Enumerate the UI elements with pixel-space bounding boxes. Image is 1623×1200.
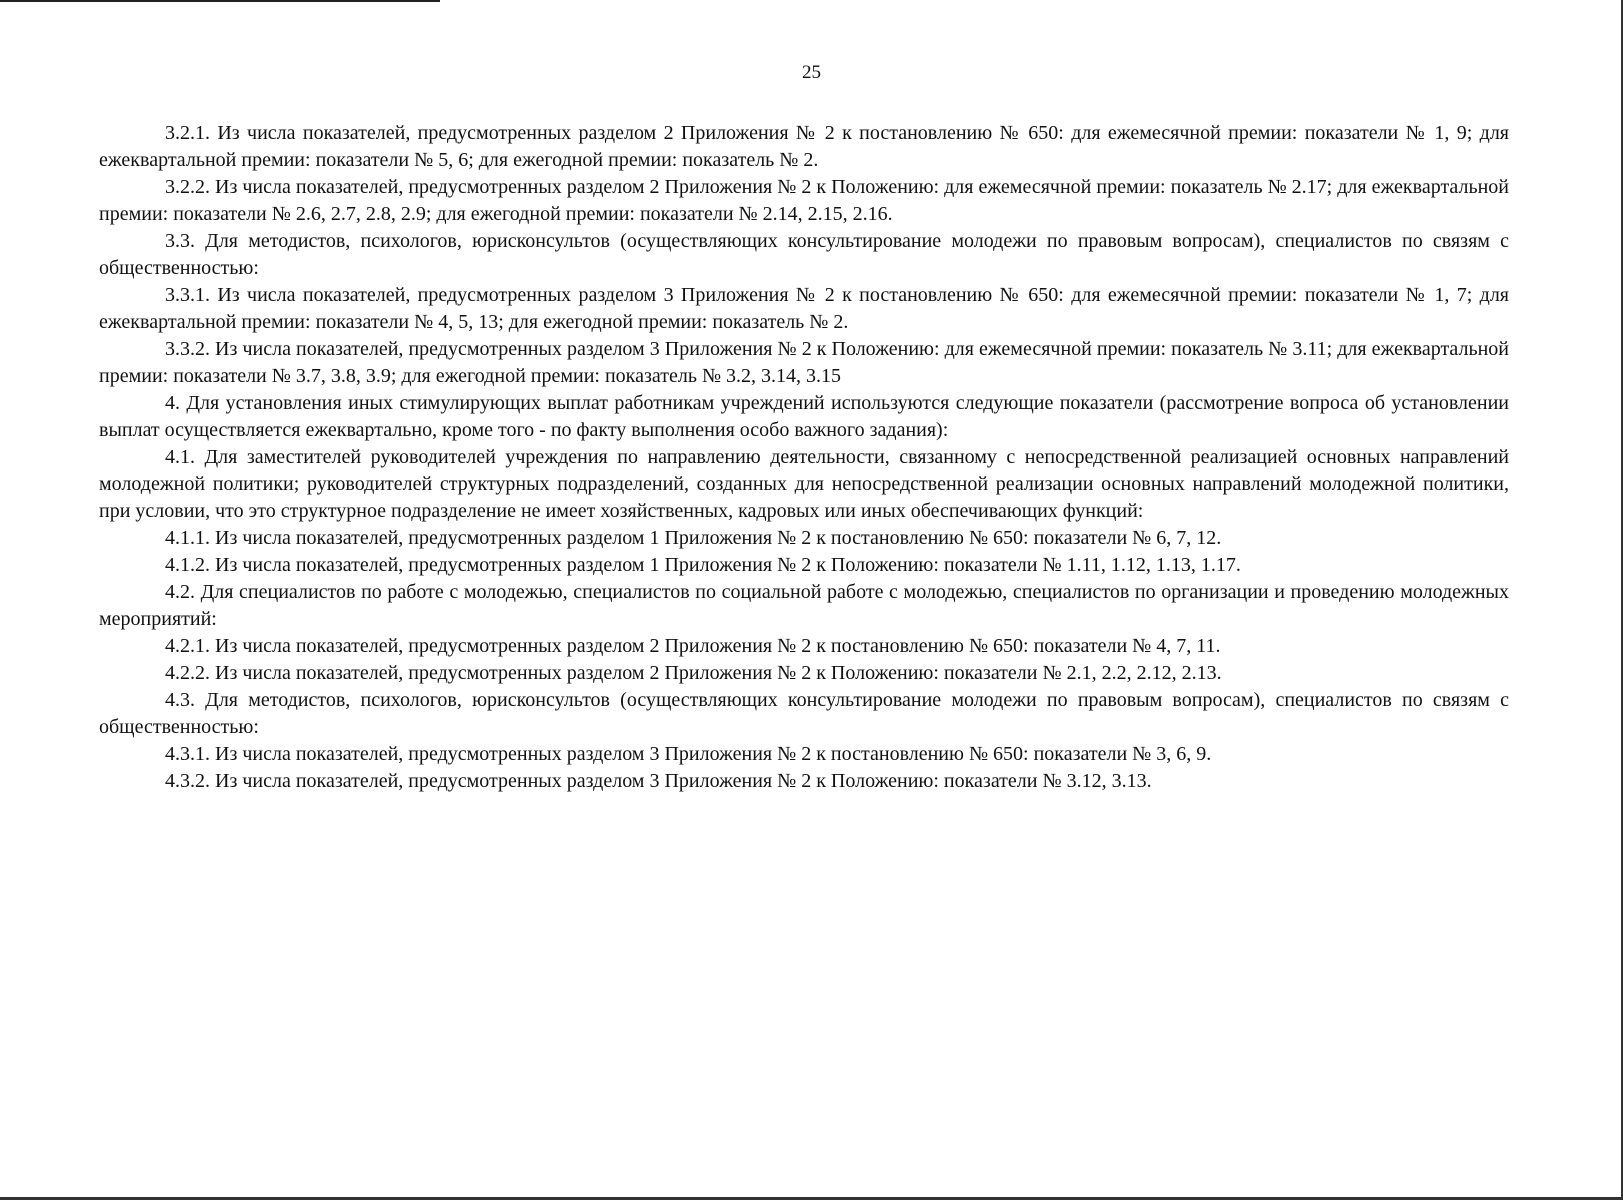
paragraph-3-3: 3.3. Для методистов, психологов, юрисконсультов (осуществляющих консультирование молодежи по правовым вопросам), специалистов по связям с общественностью: <box>99 230 1509 279</box>
document-body <box>99 120 1509 795</box>
paragraph-3-2-1: 3.2.1. Из числа показателей, предусмотренных разделом 2 Приложения № 2 к постановлению № 650: для ежемесячной премии: показатели № 1, 9; для ежеквартальной премии: показатели № 5, 6; для ежегодной премии: показатель № 2. <box>99 122 1509 171</box>
paragraph-4-1: 4.1. Для заместителей руководителей учреждения по направлению деятельности, связанному с непосредственной реализацией основных направлений молодежной политики; руководителей структурных подразделений, созданных для непосредственной реализации основных направлений молодежной политики, при условии, что это структурное подразделение не имеет хозяйственных, кадровых или иных обеспечивающих функций: <box>99 446 1509 522</box>
paragraph-4-2: 4.2. Для специалистов по работе с молодежью, специалистов по социальной работе с молодежью, специалистов по организации и проведению молодежных мероприятий: <box>99 581 1509 630</box>
paragraph-4-2-2: 4.2.2. Из числа показателей, предусмотренных разделом 2 Приложения № 2 к Положению: показатели № 2.1, 2.2, 2.12, 2.13. <box>165 662 1222 684</box>
paragraph-4-2-1: 4.2.1. Из числа показателей, предусмотренных разделом 2 Приложения № 2 к постановлению № 650: показатели № 4, 7, 11. <box>165 635 1221 657</box>
paragraph-4-3-1: 4.3.1. Из числа показателей, предусмотренных разделом 3 Приложения № 2 к постановлению № 650: показатели № 3, 6, 9. <box>165 743 1212 765</box>
page-number: 25 <box>802 62 821 83</box>
paragraph-4-3-2: 4.3.2. Из числа показателей, предусмотренных разделом 3 Приложения № 2 к Положению: показатели № 3.12, 3.13. <box>165 770 1152 792</box>
paragraph-4-1-2: 4.1.2. Из числа показателей, предусмотренных разделом 1 Приложения № 2 к Положению: показатели № 1.11, 1.12, 1.13, 1.17. <box>165 554 1241 576</box>
paragraph-3-3-1: 3.3.1. Из числа показателей, предусмотренных разделом 3 Приложения № 2 к постановлению № 650: для ежемесячной премии: показатели № 1, 7; для ежеквартальной премии: показатели № 4, 5, 13; для ежегодной премии: показатель № 2. <box>99 284 1509 333</box>
scan-top-edge-line <box>0 0 440 2</box>
paragraph-3-2-2: 3.2.2. Из числа показателей, предусмотренных разделом 2 Приложения № 2 к Положению: для ежемесячной премии: показатель № 2.17; для ежеквартальной премии: показатели № 2.6, 2.7, 2.8, 2.9; для ежегодной премии: показатели № 2.14, 2.15, 2.16. <box>99 176 1509 225</box>
paragraph-3-3-2: 3.3.2. Из числа показателей, предусмотренных разделом 3 Приложения № 2 к Положению: для ежемесячной премии: показатель № 3.11; для ежеквартальной премии: показатели № 3.7, 3.8, 3.9; для ежегодной премии: показатель № 3.2, 3.14, 3.15 <box>99 338 1509 387</box>
paragraph-4: 4. Для установления иных стимулирующих выплат работникам учреждений используются следующие показатели (рассмотрение вопроса об установлении выплат осуществляется ежеквартально, кроме того - по факту выполнения особо важного задания): <box>99 392 1509 441</box>
paragraph-4-1-1: 4.1.1. Из числа показателей, предусмотренных разделом 1 Приложения № 2 к постановлению № 650: показатели № 6, 7, 12. <box>165 527 1222 549</box>
paragraph-4-3: 4.3. Для методистов, психологов, юрисконсультов (осуществляющих консультирование молодежи по правовым вопросам), специалистов по связям с общественностью: <box>99 689 1509 738</box>
